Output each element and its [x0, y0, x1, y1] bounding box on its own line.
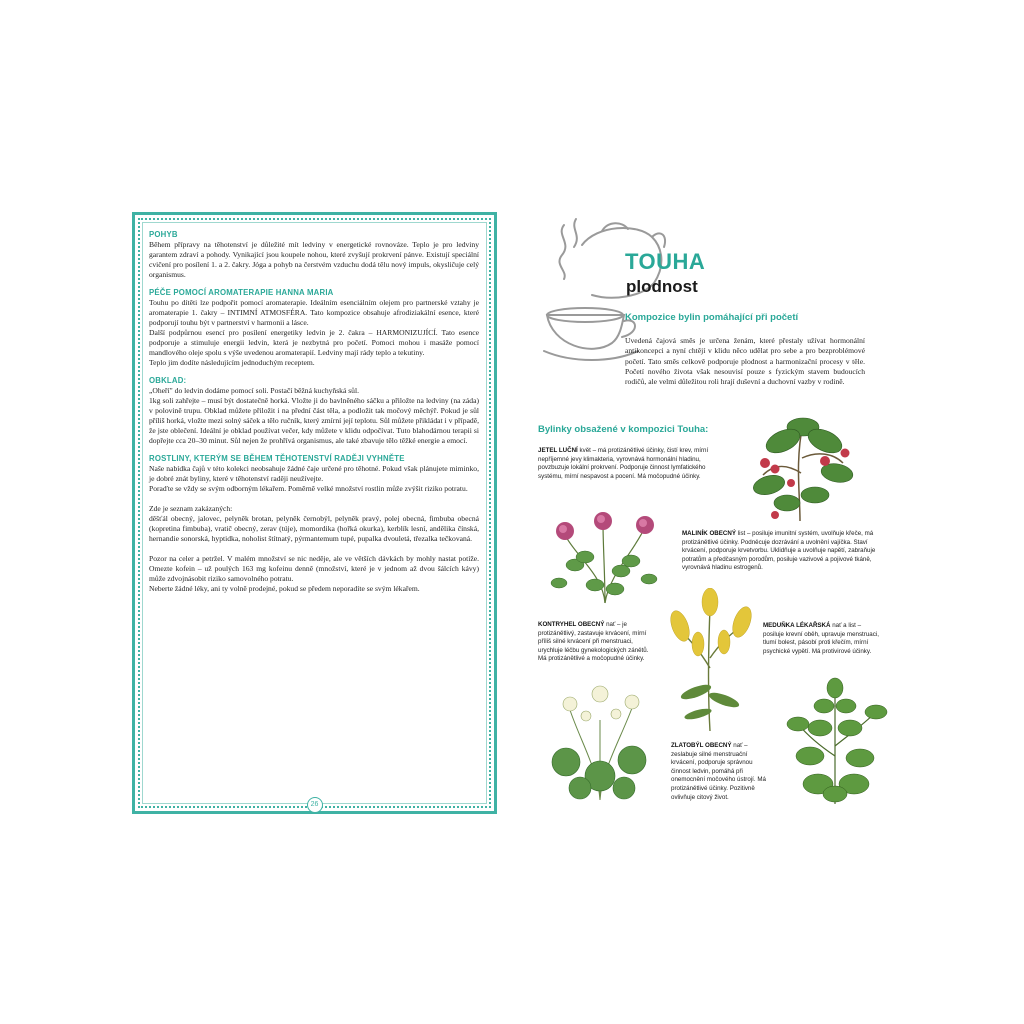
clover-plant-illustration — [545, 505, 665, 605]
herb-kontryhel-name: KONTRYHEL OBECNÝ — [538, 621, 605, 628]
herb-jetel-desc: květ – má protizánětlivé účinky, čistí krev, mírní nepříjemné jevy klimakteria, vyrovnává hormonální hladinu, povzbuzuje lokální prokrvení. Podporuje činnost lymfatického systému, mírní nespavost a pocení. Má močopudné účinky. — [538, 447, 709, 480]
herb-medunka-desc: nať a list – posiluje krevní oběh, upravuje menstruaci, tlumí bolest, pásobí proti křečím, mírní psychické vypětí. Má protivirové účinky. — [763, 622, 879, 655]
section-body-obklad: „Oheří" do ledvin dodáme pomocí soli. Postačí běžná kuchyňská sůl. 1kg soli zahřejte – musí být dostatečně horká. Vložte ji do bavlněného sáčku a přiložte na ledviny (na záda) v polovině trupu. Obklad můžete přiložit i na přední část těla, a podložit tak močový měchýř. Pokud je sůl příliš horká, vložte mezi solný sáček a tělo ručník, který zmírní její teplotu. Sůl můžete přikládat i v případě, že jste oblečení. Ideální je obklad používat večer, kdy můžete v klidu odpočívat. Tuto blahodárnou terapii si dopřejte cca 20–30 minut. Sůl nejen že prohřívá organismus, ale také zbavuje tělo těžké energie a emocí. — [149, 386, 479, 445]
herb-malinik-text — [682, 530, 882, 573]
composition-title: Kompozice bylin pomáhající při početí — [625, 312, 799, 323]
lemon-balm-plant-illustration — [780, 676, 890, 806]
herb-malinik-name: MALINÍK OBECNÝ — [682, 530, 736, 537]
section-title-rostliny: ROSTLINY, KTERÝM SE BĚHEM TĚHOTENSTVÍ RADĚJI VYHNĚTE — [149, 454, 405, 463]
left-page-content — [149, 230, 479, 602]
herb-jetel-name: JETEL LUČNÍ — [538, 447, 578, 454]
herb-malinik-desc: list – posiluje imunitní systém, uvolňuje křeče, má protizánětlivé účinky. Podněcuje dozrávání a uvolnění vajíčka. Staví krvácení, podporuje krvetvorbu. Uklidňuje a uvolňuje napětí, zabraňuje potratům a předčasným porodům, posiluje vazivové a pojivové tkáně, vyrovnává hladinu estrogenů. — [682, 530, 876, 572]
left-page-frame — [132, 212, 497, 814]
herb-zlatobyl-text — [671, 742, 769, 802]
herbs-heading: Bylinky obsažené v kompozici Touha: — [538, 424, 709, 435]
intro-paragraph: Uvedená čajová směs je určena ženám, které přestaly užívat hormonální antikoncepci a nyní chtějí v klidu něco udělat pro sebe a pro bezproblémové početí. Tato směs celkově podporuje plodnost a harmonizační procesy v těle. Početí nového života však nesouvisí pouze s fyzickým stavem budoucích rodičů, ale velmi důležitou roli hrají duševní a duchovní vazby v rodině. — [625, 336, 865, 387]
herb-zlatobyl-desc: nať – zeslabuje silné menstruační krvácení, podporuje správnou činnost ledvin, pomáhá při onemocnění močového ústrojí. Má protizánětlivé účinky. Pozitivně ovlivňuje citový život. — [671, 742, 766, 801]
page-subtitle: plodnost — [626, 277, 698, 296]
page-title: TOUHA — [625, 249, 706, 274]
goldenrod-plant-illustration — [658, 588, 758, 733]
section-body-pohyb: Během přípravy na těhotenství je důležité mít ledviny v energetické rovnováze. Teplo je pro ledviny garantem zdraví a pohody. Vynikající jsou koupele nohou, které zvyšují prokrvení pánve. Existují speciální cvičení pro posílení 1. a 2. čakry. Jóga a pohyb na čerstvém vzduchu dodá tělu nový impuls, okysličuje celý organismus. — [149, 240, 479, 279]
section-title-obklad: OBKLAD: — [149, 376, 187, 385]
herb-kontryhel-text — [538, 621, 656, 664]
section-body-rostliny: Naše nabídka čajů v této kolekci neobsahuje žádné čaje určené pro těhotné. Pokud však plánujete miminko, je dobré znát byliny, které v těhotenství raději neužívejte. Poraďte se vždy se svým odborným lékařem. Poměrně velké množství rostlin může zvýšit riziko potratu. Zde je seznam zakázaných: děšťál obecný, jalovec, pelyněk brotan, pelyněk černobýl, pelyněk pravý, polej obecná, fimbuba obecná (kopretina fimbuba), vratič obecný, zerav (túje), momordika (hořká okurka), kerblík lesní, andělika čínská, hernandie sonorská, hyptidka, noholist štítnatý, pýrmantemum tupé, pupalka dvouletá, třezalka tečkovaná. Pozor na celer a petržel. V malém množství se nic neděje, ale ve větších dávkách by mohly nastat potíže. Omezte kofein – už poulých 163 mg kofeinu denně (množství, které je v jednom až dvou šálcích kávy) může zdvojnásobit riziko samovolného potratu. Neberte žádné léky, ani ty volně prodejné, pokud se předem neporadíte se svým lékařem. — [149, 464, 479, 593]
herb-jetel-text — [538, 447, 718, 481]
left-page-inner-border — [138, 218, 491, 808]
herb-medunka-name: MEDUŇKA LÉKAŘSKÁ — [763, 622, 831, 629]
section-title-pohyb: POHYB — [149, 230, 178, 239]
page-number: 26 — [307, 797, 323, 813]
section-title-aromaterapie: PÉČE POMOCÍ AROMATERAPIE HANNA MARIA — [149, 288, 334, 297]
raspberry-plant-illustration — [745, 413, 860, 523]
section-body-aromaterapie: Touhu po dítěti lze podpořit pomocí aromaterapie. Ideálním esenciálním olejem pro partnerské vztahy je aromaterapie 1. čakry – INTIMNÍ ATMOSFÉRA. Tato kompozice obsahuje afrodiziakální esence, které podporují touhu být v partnerství v harmonii a lásce. Další podpůrnou esencí pro posílení energetiky ledvin je 2. čakra – HARMONIZUJÍCÍ. Tato esence podporuje a stimuluje energii ledvin, která je nezbytná pro početí. Pomoci mohou i masáže pomocí mandlového oleje spolu s výše uvedenou aromaterapií. Ledviny mají rády teplo a tekutiny. Teplo jim dodíte následujícím jednoduchým receptem. — [149, 298, 479, 367]
herb-zlatobyl-name: ZLATOBÝL OBECNÝ — [671, 742, 732, 749]
herb-medunka-text — [763, 622, 883, 656]
herb-kontryhel-desc: nať – je protizánětlivý, zastavuje krvácení, mírní příliš silné krvácení při menstruaci, urychluje léčbu gynekologických zánětů. Má protizánětlivé a močopudné účinky. — [538, 621, 649, 663]
ladys-mantle-plant-illustration — [540, 680, 660, 805]
